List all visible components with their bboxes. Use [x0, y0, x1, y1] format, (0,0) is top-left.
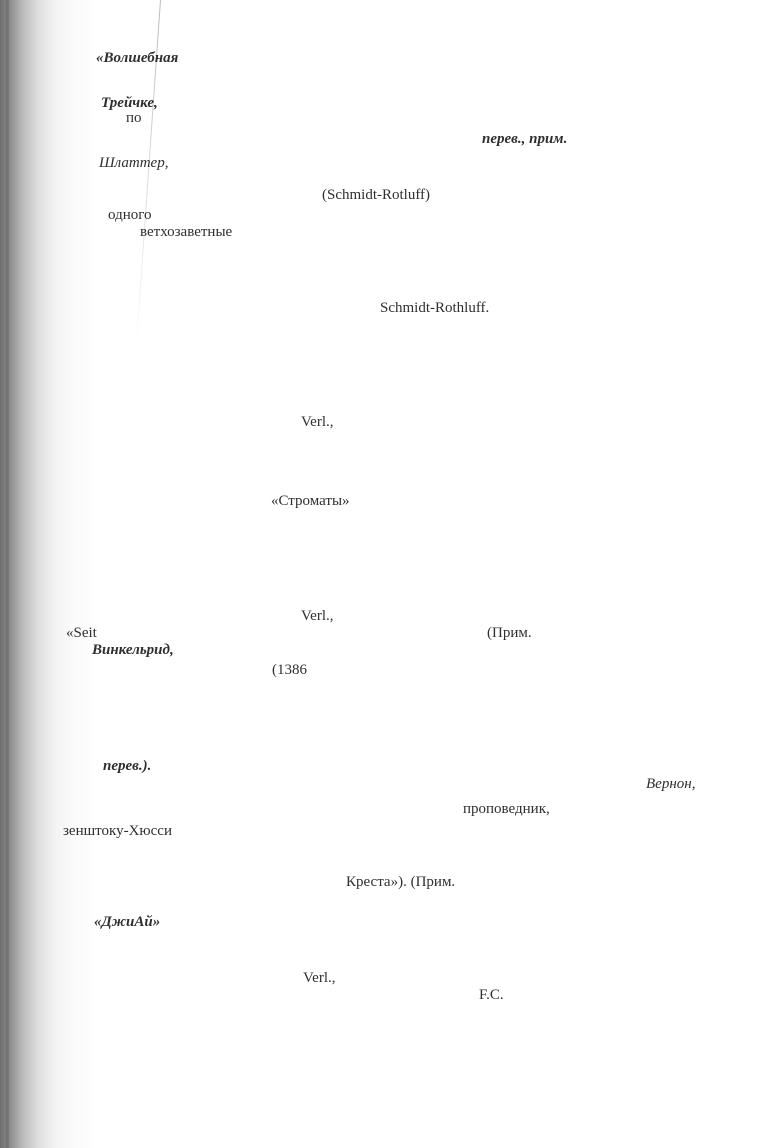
- text-fragment-po: по: [126, 110, 142, 126]
- text-fragment-seit: «Seit: [66, 625, 97, 641]
- text-fragment-fc: F.C.: [479, 987, 504, 1003]
- text-fragment-zenshtoku-hyussi: зенштоку-Хюсси: [63, 823, 172, 839]
- text-fragment-volshebnaya: «Волшебная: [96, 50, 179, 66]
- text-fragment-shlatter: Шлаттер,: [99, 155, 169, 171]
- text-fragment-propovednik: проповедник,: [463, 801, 550, 817]
- text-fragment-odnogo: одного: [108, 207, 152, 223]
- text-fragment-kresta-prim: Креста»). (Прим.: [346, 874, 456, 890]
- text-fragment-verl-1: Verl.,: [301, 414, 334, 430]
- text-fragment-vethozavetnye: ветхозаветные: [140, 224, 233, 240]
- text-fragment-prim-1: (Прим.: [487, 625, 532, 641]
- text-fragment-verl-2: Verl.,: [301, 608, 334, 624]
- text-fragment-1386: (1386: [272, 662, 307, 678]
- book-spine-shadow: [6, 0, 9, 1148]
- text-fragment-vinkelrid: Винкельрид,: [92, 642, 174, 658]
- text-fragment-perev-prim: перев., прим.: [482, 131, 568, 147]
- text-fragment-schmidt-rotluff: (Schmidt-Rotluff): [322, 187, 431, 203]
- text-fragment-verl-3: Verl.,: [303, 970, 336, 986]
- text-fragment-schmidt-rothluff: Schmidt-Rothluff.: [380, 300, 490, 316]
- text-fragment-jiai: «ДжиАй»: [94, 914, 161, 930]
- text-fragment-vernon: Вернон,: [646, 776, 696, 792]
- text-fragment-treichke: Трейчке,: [101, 95, 158, 111]
- text-fragment-perev-close: перев.).: [103, 758, 152, 774]
- text-fragment-stromaty: «Строматы»: [271, 493, 350, 509]
